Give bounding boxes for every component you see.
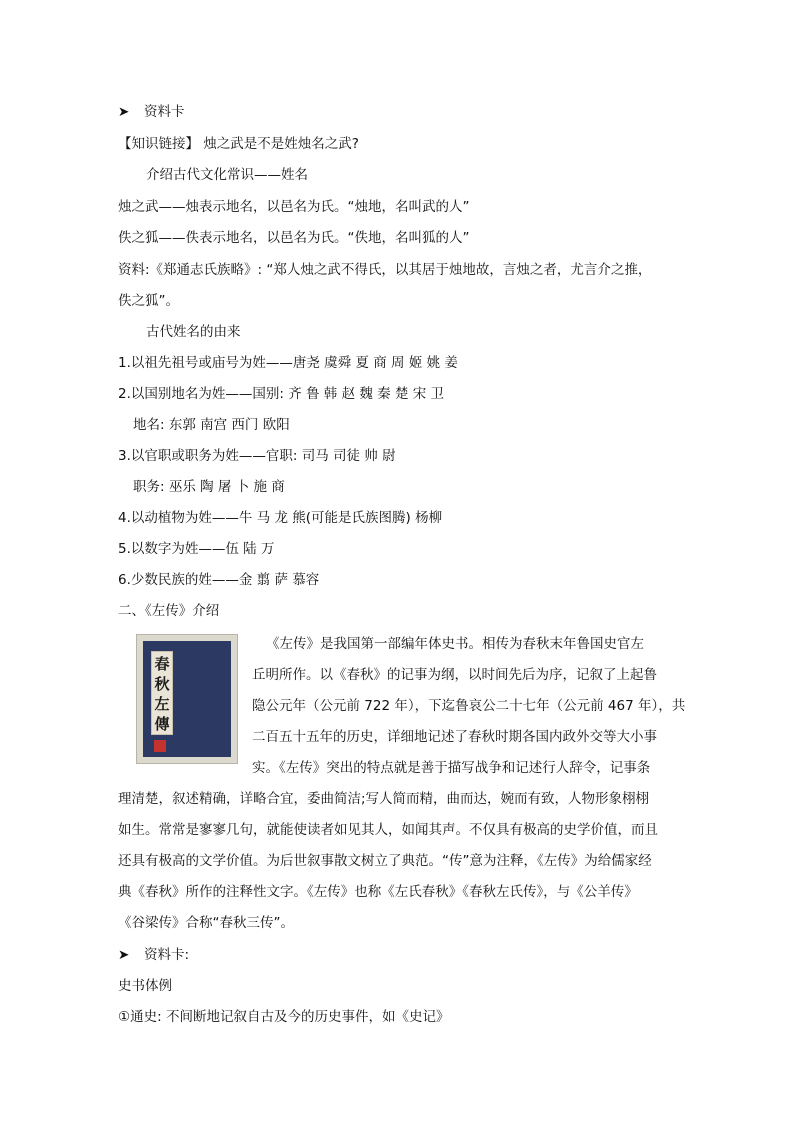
book-cover bbox=[143, 641, 231, 757]
origin-item: 4.以动植物为姓——牛 马 龙 熊(可能是氏族图腾) 杨柳 bbox=[118, 510, 443, 526]
zuozhuan-paragraph-line: 理清楚，叙述精确，详略合宜，委曲简洁;写人简而精，曲而达，婉而有致，人物形象栩栩 bbox=[118, 791, 650, 807]
origin-item: 3.以官职或职务为姓——官职: 司马 司徒 帅 尉 bbox=[118, 448, 396, 464]
knowledge-link: 【知识链接】 烛之武是不是姓烛名之武? bbox=[118, 136, 359, 152]
origin-item: 5.以数字为姓——伍 陆 万 bbox=[118, 541, 275, 557]
book-cover-image bbox=[136, 634, 238, 764]
origin-item: 2.以国别地名为姓——国别: 齐 鲁 韩 赵 魏 秦 楚 宋 卫 bbox=[118, 386, 445, 402]
source-quote-line-1: 资料:《郑通志氏族略》: “郑人烛之武不得氏，以其居于烛地故，言烛之者，尤言介之推， bbox=[118, 262, 652, 278]
zuozhuan-paragraph-line: 丘明所作。以《春秋》的记事为纲，以时间先后为序，记叙了上起鲁 bbox=[252, 667, 657, 683]
origin-subitem: 地名: 东郭 南宫 西门 欧阳 bbox=[133, 417, 290, 433]
origin-heading: 古代姓名的由来 bbox=[146, 324, 241, 340]
zuozhuan-paragraph-line: 实。《左传》突出的特点就是善于描写战争和记述行人辞令，记事条 bbox=[252, 760, 651, 776]
origin-subitem: 职务: 巫乐 陶 屠 卜 施 商 bbox=[133, 479, 285, 495]
tongshi-definition: ①通史: 不间断地记叙自古及今的历史事件，如《史记》 bbox=[118, 1009, 450, 1025]
zuozhuan-paragraph-line: 《左传》是我国第一部编年体史书。相传为春秋末年鲁国史官左 bbox=[266, 636, 644, 652]
seal-icon bbox=[154, 740, 166, 752]
arrow-bullet-icon: ➤ bbox=[118, 947, 130, 963]
book-title-label bbox=[151, 651, 173, 735]
history-styles-heading: 史书体例 bbox=[118, 978, 172, 994]
zhuzhiwu-explanation: 烛之武——烛表示地名，以邑名为氏。“烛地，名叫武的人” bbox=[118, 199, 470, 215]
intro-heading: 介绍古代文化常识——姓名 bbox=[146, 167, 308, 183]
yizhihu-explanation: 佚之狐——佚表示地名，以邑名为氏。“佚地，名叫狐的人” bbox=[118, 230, 470, 246]
section-card-heading bbox=[118, 102, 185, 122]
arrow-bullet-icon: ➤ bbox=[118, 104, 130, 120]
book-title: 春秋左傳 bbox=[154, 655, 170, 733]
zuozhuan-paragraph-line: 二百五十五年的历史，详细地记述了春秋时期各国内政外交等大小事 bbox=[252, 729, 657, 745]
section-card-heading-2 bbox=[118, 945, 189, 965]
zuozhuan-paragraph-line: 还具有极高的文学价值。为后世叙事散文树立了典范。“传”意为注释，《左传》为给儒家经 bbox=[118, 853, 652, 869]
zuozhuan-paragraph-line: 如生。常常是寥寥几句，就能使读者如见其人，如闻其声。不仅具有极高的史学价值，而且 bbox=[118, 822, 658, 838]
origin-item: 6.少数民族的姓——金 翦 萨 慕容 bbox=[118, 572, 320, 588]
origin-item: 1.以祖先祖号或庙号为姓——唐尧 虞舜 夏 商 周 姬 姚 姜 bbox=[118, 355, 458, 371]
source-quote-line-2: 佚之狐”。 bbox=[118, 293, 179, 309]
zuozhuan-paragraph-line: 典《春秋》所作的注释性文字。《左传》也称《左氏春秋》《春秋左氏传》，与《公羊传》 bbox=[118, 884, 638, 900]
zuozhuan-paragraph-line: 隐公元年（公元前 722 年），下迄鲁哀公二十七年（公元前 467 年），共 bbox=[252, 698, 686, 714]
zuozhuan-paragraph-line: 《谷梁传》合称“春秋三传”。 bbox=[118, 915, 294, 931]
section-card-label: 资料卡: bbox=[144, 947, 190, 963]
zuozhuan-heading: 二、《左传》介绍 bbox=[118, 603, 220, 619]
section-card-label: 资料卡 bbox=[144, 104, 185, 120]
